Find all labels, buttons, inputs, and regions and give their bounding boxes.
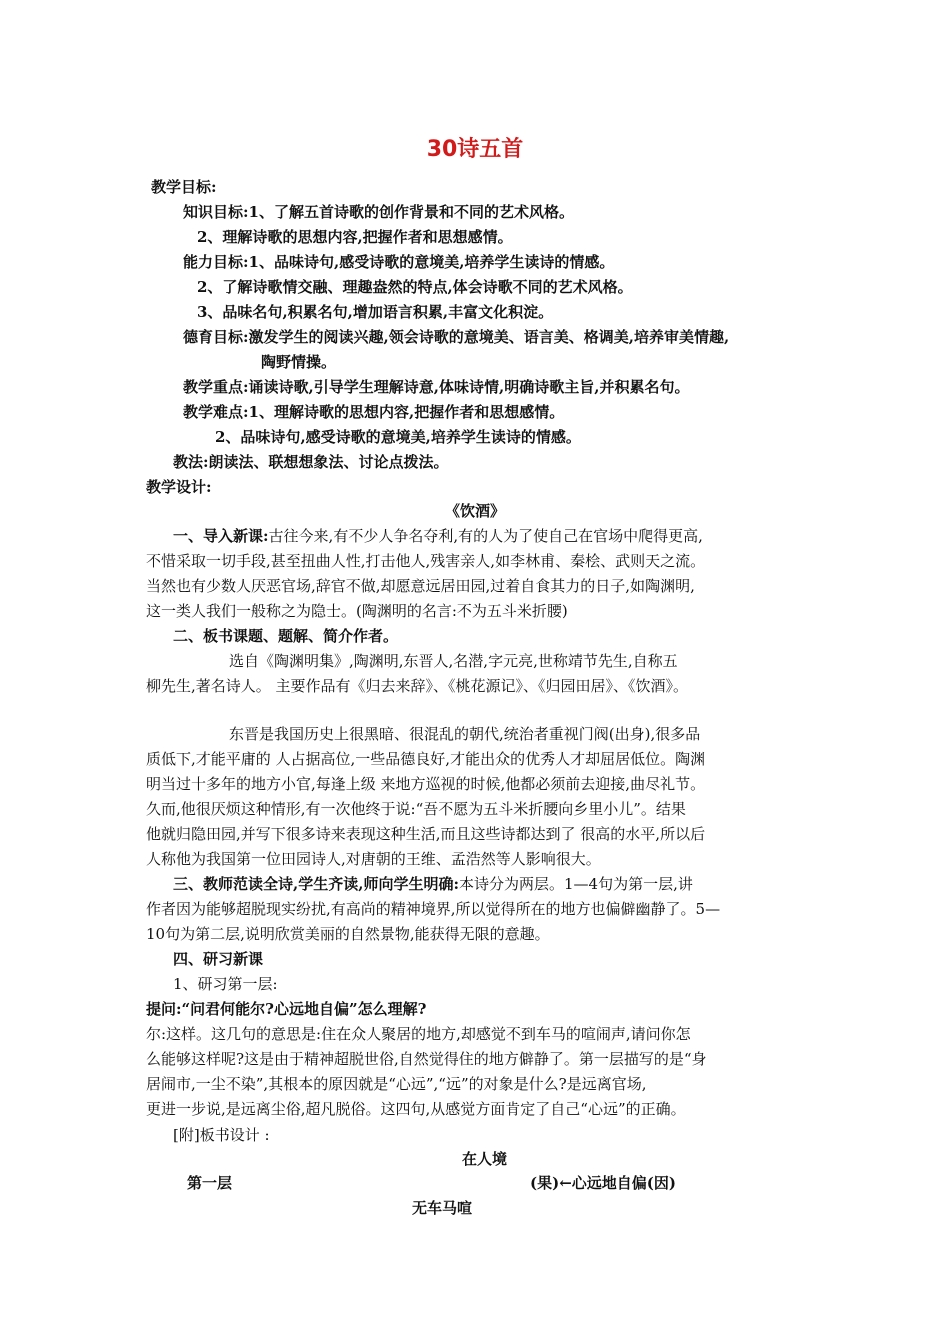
board-top: 在人境 [462,1150,508,1168]
background-text-4: 久而,他很厌烦这种情形,有一次他终于说:“吾不愿为五斗米折腰向乡里小儿”。结果 [146,800,686,818]
page-title: 30诗五首 [426,137,524,162]
section-1-label: 一、导入新课: [173,527,269,545]
moral-text-2: 陶野情操。 [261,353,337,371]
section-3-first-line [173,874,693,894]
question: 提问:“问君何能尔?心远地自偏”怎么理解? [146,1000,427,1018]
section-2-text-2: 柳先生,著名诗人。 主要作品有《归去来辞》、《桃花源记》、《归园田居》、《饮酒》。 [146,677,689,695]
ability-label: 能力目标: [183,253,249,271]
background-text-5: 他就归隐田园,并写下很多诗来表现这种生活,而且这些诗都达到了 很高的水平,所以后 [146,825,706,843]
difficult-item-1: 1、理解诗歌的思想内容,把握作者和思想感情。 [248,403,565,421]
board-right: (果)←心远地自偏(因) [530,1174,676,1192]
key-label: 教学重点: [183,378,249,396]
difficult-item-2: 2、品味诗句,感受诗歌的意境美,培养学生读诗的情感。 [215,428,581,446]
section-3-text-2: 作者因为能够超脱现实纷扰,有高尚的精神境界,所以觉得所在的地方也偏僻幽静了。5— [146,900,721,918]
background-text-6: 人称他为我国第一位田园诗人,对唐朝的王维、孟浩然等人影响很大。 [146,850,601,868]
section-1-text-4: 这一类人我们一般称之为隐士。(陶渊明的名言:不为五斗米折腰) [146,602,568,620]
difficult-point [183,402,564,422]
knowledge-item-2: 2、理解诗歌的思想内容,把握作者和思想感情。 [197,228,513,246]
ability-objective [183,252,614,272]
moral-text-1: 激发学生的阅读兴趣,领会诗歌的意境美、语言美、格调美,培养审美情趣, [248,328,730,346]
poem-title: 《饮酒》 [444,502,505,520]
section-1-text-2: 不惜采取一切手段,甚至扭曲人性,打击他人,残害亲人,如李林甫、秦桧、武则天之流。 [146,552,706,570]
board-left: 第一层 [187,1174,233,1192]
difficult-label: 教学难点: [183,403,249,421]
section-3-text-3: 10句为第二层,说明欣赏美丽的自然景物,能获得无限的意趣。 [146,925,550,943]
section-2-label: 二、板书课题、题解、简介作者。 [173,627,399,645]
knowledge-item-1: 1、了解五首诗歌的创作背景和不同的艺术风格。 [248,203,574,221]
ability-item-1: 1、品味诗句,感受诗歌的意境美,培养学生读诗的情感。 [248,253,615,271]
background-text-2: 质低下,才能平庸的 人占据高位,一些品德良好,才能出众的优秀人才却屈居低位。陶渊 [146,750,706,768]
objectives-heading: 教学目标: [151,178,217,196]
section-1-text-1: 古往今来,有不少人争名夺利,有的人为了使自己在官场中爬得更高, [268,527,703,545]
section-4-sub: 1、研习第一层: [173,975,278,993]
ability-item-3: 3、品味名句,积累名句,增加语言积累,丰富文化积淀。 [197,303,554,321]
answer-text-1: 尔:这样。这几句的意思是:住在众人聚居的地方,却感觉不到车马的喧闹声,请问你怎 [146,1025,691,1043]
section-3-label: 三、教师范读全诗,学生齐读,师向学生明确: [173,875,459,893]
board-design-label: [附]板书设计 : [173,1126,270,1144]
section-2-text-1: 选自《陶渊明集》,陶渊明,东晋人,名潜,字元亮,世称靖节先生,自称五 [229,652,678,670]
section-3-text-1: 本诗分为两层。1—4句为第一层,讲 [458,875,693,893]
moral-objective [183,327,729,347]
moral-label: 德育目标: [183,328,249,346]
section-1-first-line [173,526,703,546]
knowledge-label: 知识目标: [183,203,249,221]
ability-item-2: 2、了解诗歌情交融、理趣盎然的特点,体会诗歌不同的艺术风格。 [197,278,633,296]
teaching-design-heading: 教学设计: [146,478,212,496]
section-1-text-3: 当然也有少数人厌恶官场,辞官不做,却愿意远居田园,过着自食其力的日子,如陶渊明, [146,577,695,595]
answer-text-3: 居闹市,一尘不染”,其根本的原因就是“心远”,“远”的对象是什么?是远离官场, [146,1075,647,1093]
key-text: 诵读诗歌,引导学生理解诗意,体味诗情,明确诗歌主旨,并积累名句。 [248,378,690,396]
section-4-label: 四、研习新课 [173,950,264,968]
answer-text-2: 么能够这样呢?这是由于精神超脱世俗,自然觉得住的地方僻静了。第一层描写的是“身 [146,1050,707,1068]
key-point [183,377,689,397]
answer-text-4: 更进一步说,是远离尘俗,超凡脱俗。这四句,从感觉方面肯定了自己“心远”的正确。 [146,1100,686,1118]
background-text-3: 明当过十多年的地方小官,每逢上级 来地方巡视的时候,他都必须前去迎接,曲尽礼节。 [146,775,706,793]
knowledge-objective [183,202,574,222]
board-bottom: 无车马喧 [412,1199,473,1217]
teaching-method: 教法:朗读法、联想想象法、讨论点拨法。 [173,453,449,471]
background-text-1: 东晋是我国历史上很黑暗、很混乱的朝代,统治者重视门阀(出身),很多品 [229,725,701,743]
